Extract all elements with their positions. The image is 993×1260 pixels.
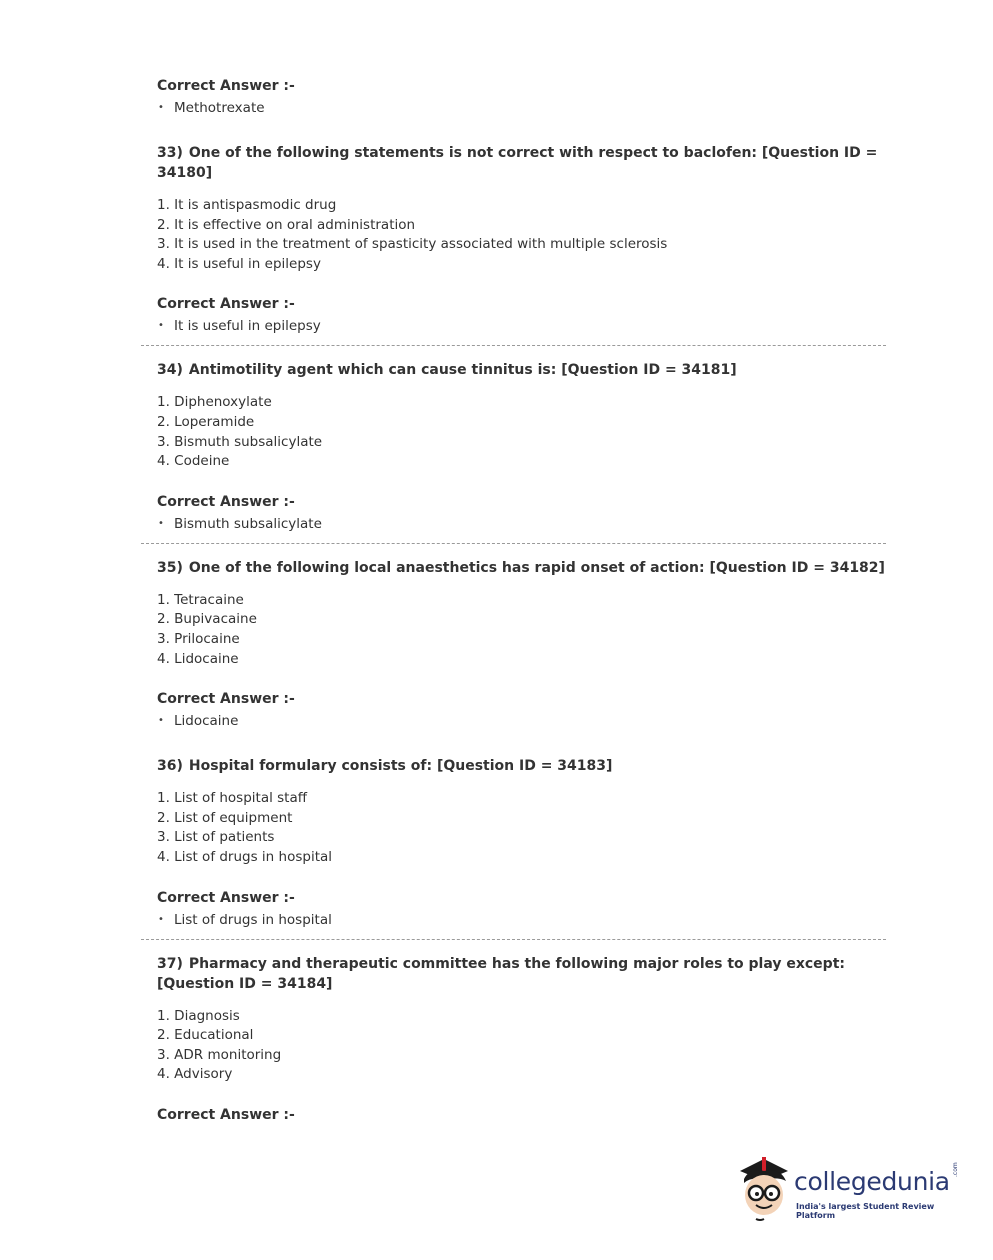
question-37 bbox=[157, 954, 887, 1125]
correct-answer: • It is useful in epilepsy bbox=[157, 316, 887, 336]
dashed-divider bbox=[141, 543, 886, 544]
correct-answer: • Bismuth subsalicylate bbox=[157, 514, 887, 534]
dashed-divider bbox=[141, 345, 886, 346]
option-2: 2. It is effective on oral administration bbox=[157, 216, 416, 233]
question-number: 34) bbox=[157, 362, 183, 379]
correct-answer-heading: Correct Answer :- bbox=[157, 1106, 295, 1123]
question-number: 33) bbox=[157, 145, 183, 161]
option-1: 1. Diphenoxylate bbox=[157, 394, 272, 411]
question-text: One of the following statements is not correct with respect to baclofen: [Question ID = 34180] bbox=[157, 145, 878, 181]
options-list bbox=[157, 196, 887, 274]
question-title bbox=[157, 360, 887, 380]
question-34 bbox=[157, 360, 887, 533]
correct-answer-heading: Correct Answer :- bbox=[157, 691, 295, 708]
logo-tagline: India's largest Student Review Platform bbox=[796, 1202, 935, 1220]
question-number: 37) bbox=[157, 955, 183, 972]
question-number: 36) bbox=[157, 758, 183, 775]
options-list bbox=[157, 789, 887, 867]
option-4: 4. Lidocaine bbox=[157, 650, 239, 667]
option-4: 4. Advisory bbox=[157, 1066, 233, 1083]
correct-answer: • Lidocaine bbox=[157, 711, 887, 731]
option-2: 2. Educational bbox=[157, 1027, 254, 1044]
question-text: Antimotility agent which can cause tinnitus is: [Question ID = 34181] bbox=[188, 362, 737, 379]
page-content bbox=[157, 76, 887, 1125]
mascot-icon bbox=[736, 1153, 794, 1223]
question-33 bbox=[157, 143, 887, 336]
collegedunia-logo bbox=[736, 1153, 960, 1223]
options-list bbox=[157, 393, 887, 471]
answer-block bbox=[157, 689, 887, 731]
answer-block bbox=[157, 1105, 887, 1125]
option-3: 3. Bismuth subsalicylate bbox=[157, 433, 323, 450]
question-title bbox=[157, 756, 887, 776]
option-2: 2. Bupivacaine bbox=[157, 611, 257, 628]
option-4: 4. It is useful in epilepsy bbox=[157, 255, 321, 272]
correct-answer-list bbox=[157, 910, 887, 930]
correct-answer-heading: Correct Answer :- bbox=[157, 493, 295, 510]
dashed-divider bbox=[141, 939, 886, 940]
correct-answer: • List of drugs in hospital bbox=[157, 910, 887, 930]
option-3: 3. Prilocaine bbox=[157, 630, 240, 647]
question-title bbox=[157, 143, 887, 183]
options-list bbox=[157, 591, 887, 669]
correct-answer-heading: Correct Answer :- bbox=[157, 889, 295, 906]
option-2: 2. Loperamide bbox=[157, 413, 255, 430]
option-1: 1. List of hospital staff bbox=[157, 790, 308, 807]
option-4: 4. List of drugs in hospital bbox=[157, 848, 333, 865]
answer-block-32 bbox=[157, 76, 887, 118]
option-3: 3. List of patients bbox=[157, 829, 275, 846]
correct-answer-list bbox=[157, 98, 887, 118]
option-2: 2. List of equipment bbox=[157, 809, 293, 826]
option-4: 4. Codeine bbox=[157, 453, 230, 470]
question-36 bbox=[157, 756, 887, 929]
answer-block bbox=[157, 294, 887, 336]
options-list bbox=[157, 1007, 887, 1085]
question-title bbox=[157, 558, 887, 578]
logo-wordmark: collegedunia bbox=[794, 1167, 950, 1196]
question-35 bbox=[157, 558, 887, 731]
question-number: 35) bbox=[157, 559, 183, 576]
correct-answer-list bbox=[157, 711, 887, 731]
option-1: 1. It is antispasmodic drug bbox=[157, 197, 337, 213]
option-3: 3. ADR monitoring bbox=[157, 1046, 282, 1063]
correct-answer-heading: Correct Answer :- bbox=[157, 296, 295, 313]
option-1: 1. Diagnosis bbox=[157, 1007, 240, 1024]
question-text: One of the following local anaesthetics has rapid onset of action: [Question ID = 34182] bbox=[188, 559, 885, 576]
question-text: Pharmacy and therapeutic committee has the following major roles to play except: [Question ID = 34184] bbox=[157, 955, 845, 992]
option-1: 1. Tetracaine bbox=[157, 591, 244, 608]
correct-answer-list bbox=[157, 316, 887, 336]
correct-answer-heading: Correct Answer :- bbox=[157, 78, 295, 94]
answer-block bbox=[157, 888, 887, 930]
question-title bbox=[157, 954, 887, 994]
correct-answer-list bbox=[157, 514, 887, 534]
option-3: 3. It is used in the treatment of spasticity associated with multiple sclerosis bbox=[157, 236, 668, 253]
correct-answer: • Methotrexate bbox=[157, 98, 887, 118]
question-text: Hospital formulary consists of: [Question ID = 34183] bbox=[188, 758, 613, 775]
logo-suffix: .com bbox=[952, 1162, 959, 1177]
answer-block bbox=[157, 492, 887, 534]
